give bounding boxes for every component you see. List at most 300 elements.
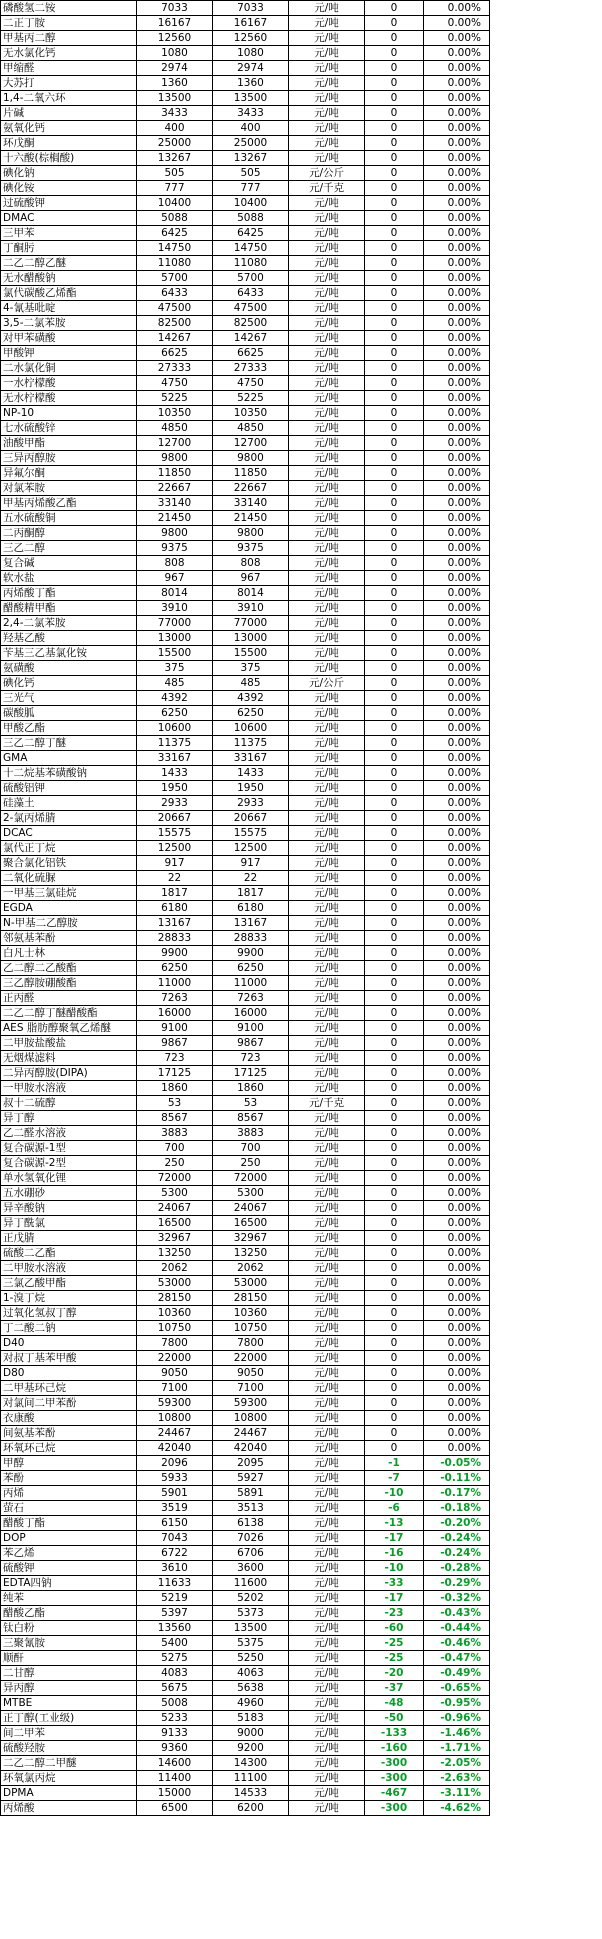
prev-price-cell: 53000 <box>137 1276 213 1291</box>
unit-cell: 元/吨 <box>289 571 365 586</box>
product-name-cell: 环氧环己烷 <box>1 1441 137 1456</box>
prev-price-cell: 3519 <box>137 1501 213 1516</box>
change-percent-cell: 0.00% <box>424 1291 490 1306</box>
curr-price-cell: 6250 <box>213 706 289 721</box>
product-name-cell: EDTA四钠 <box>1 1576 137 1591</box>
unit-cell: 元/吨 <box>289 1126 365 1141</box>
curr-price-cell: 33140 <box>213 496 289 511</box>
unit-cell: 元/吨 <box>289 886 365 901</box>
unit-cell: 元/吨 <box>289 991 365 1006</box>
prev-price-cell: 967 <box>137 571 213 586</box>
prev-price-cell: 28150 <box>137 1291 213 1306</box>
curr-price-cell: 5225 <box>213 391 289 406</box>
change-value-cell: -300 <box>365 1771 424 1786</box>
product-name-cell: 丁酮肟 <box>1 241 137 256</box>
unit-cell: 元/吨 <box>289 1396 365 1411</box>
change-percent-cell: 0.00% <box>424 991 490 1006</box>
change-value-cell: 0 <box>365 826 424 841</box>
curr-price-cell: 33167 <box>213 751 289 766</box>
product-name-cell: 二乙二醇二甲醚 <box>1 1756 137 1771</box>
table-row <box>1 871 490 886</box>
unit-cell: 元/吨 <box>289 61 365 76</box>
prev-price-cell: 28833 <box>137 931 213 946</box>
change-percent-cell: 0.00% <box>424 1381 490 1396</box>
curr-price-cell: 4960 <box>213 1696 289 1711</box>
unit-cell: 元/吨 <box>289 1591 365 1606</box>
change-percent-cell: 0.00% <box>424 1036 490 1051</box>
curr-price-cell: 7033 <box>213 1 289 16</box>
table-row <box>1 991 490 1006</box>
product-name-cell: 三乙醇胺硼酸酯 <box>1 976 137 991</box>
change-value-cell: 0 <box>365 106 424 121</box>
prev-price-cell: 4750 <box>137 376 213 391</box>
table-row <box>1 556 490 571</box>
change-percent-cell: 0.00% <box>424 1306 490 1321</box>
prev-price-cell: 1950 <box>137 781 213 796</box>
change-percent-cell: 0.00% <box>424 826 490 841</box>
table-row <box>1 781 490 796</box>
table-row <box>1 1471 490 1486</box>
unit-cell: 元/吨 <box>289 901 365 916</box>
change-value-cell: 0 <box>365 316 424 331</box>
change-value-cell: 0 <box>365 811 424 826</box>
product-name-cell: 对氯苯胺 <box>1 481 137 496</box>
product-name-cell: 异丙醇 <box>1 1681 137 1696</box>
change-percent-cell: 0.00% <box>424 616 490 631</box>
product-name-cell: 硫酸钾 <box>1 1561 137 1576</box>
unit-cell: 元/吨 <box>289 1381 365 1396</box>
prev-price-cell: 11400 <box>137 1771 213 1786</box>
product-name-cell: 正丁醇(工业级) <box>1 1711 137 1726</box>
change-value-cell: 0 <box>365 991 424 1006</box>
curr-price-cell: 27333 <box>213 361 289 376</box>
prev-price-cell: 10600 <box>137 721 213 736</box>
prev-price-cell: 53 <box>137 1096 213 1111</box>
prev-price-cell: 505 <box>137 166 213 181</box>
prev-price-cell: 5008 <box>137 1696 213 1711</box>
prev-price-cell: 11080 <box>137 256 213 271</box>
change-value-cell: 0 <box>365 331 424 346</box>
change-value-cell: 0 <box>365 676 424 691</box>
curr-price-cell: 42040 <box>213 1441 289 1456</box>
curr-price-cell: 6200 <box>213 1801 289 1816</box>
change-value-cell: -10 <box>365 1561 424 1576</box>
change-percent-cell: -2.63% <box>424 1771 490 1786</box>
unit-cell: 元/吨 <box>289 1351 365 1366</box>
prev-price-cell: 12700 <box>137 436 213 451</box>
prev-price-cell: 808 <box>137 556 213 571</box>
table-row <box>1 436 490 451</box>
change-value-cell: 0 <box>365 241 424 256</box>
table-row <box>1 1186 490 1201</box>
table-row <box>1 1786 490 1801</box>
product-name-cell: 醋酸精甲酯 <box>1 601 137 616</box>
unit-cell: 元/吨 <box>289 1606 365 1621</box>
prev-price-cell: 3610 <box>137 1561 213 1576</box>
curr-price-cell: 12500 <box>213 841 289 856</box>
table-row <box>1 691 490 706</box>
product-name-cell: 1-溴丁烷 <box>1 1291 137 1306</box>
change-percent-cell: 0.00% <box>424 781 490 796</box>
curr-price-cell: 32967 <box>213 1231 289 1246</box>
unit-cell: 元/吨 <box>289 1741 365 1756</box>
table-row <box>1 1276 490 1291</box>
curr-price-cell: 4063 <box>213 1666 289 1681</box>
curr-price-cell: 6180 <box>213 901 289 916</box>
unit-cell: 元/吨 <box>289 1666 365 1681</box>
curr-price-cell: 6625 <box>213 346 289 361</box>
change-value-cell: -17 <box>365 1591 424 1606</box>
prev-price-cell: 3883 <box>137 1126 213 1141</box>
change-value-cell: 0 <box>365 1216 424 1231</box>
change-value-cell: 0 <box>365 931 424 946</box>
change-value-cell: -17 <box>365 1531 424 1546</box>
unit-cell: 元/吨 <box>289 286 365 301</box>
change-percent-cell: 0.00% <box>424 586 490 601</box>
curr-price-cell: 2974 <box>213 61 289 76</box>
change-value-cell: 0 <box>365 736 424 751</box>
change-value-cell: 0 <box>365 886 424 901</box>
table-row <box>1 916 490 931</box>
product-name-cell: 复合碳源-2型 <box>1 1156 137 1171</box>
unit-cell: 元/吨 <box>289 346 365 361</box>
table-row <box>1 136 490 151</box>
product-name-cell: 一甲基三氯硅烷 <box>1 886 137 901</box>
change-percent-cell: 0.00% <box>424 646 490 661</box>
change-percent-cell: 0.00% <box>424 1441 490 1456</box>
table-row <box>1 466 490 481</box>
table-row <box>1 1231 490 1246</box>
product-name-cell: D40 <box>1 1336 137 1351</box>
table-row <box>1 931 490 946</box>
change-value-cell: 0 <box>365 661 424 676</box>
unit-cell: 元/吨 <box>289 1156 365 1171</box>
table-row <box>1 736 490 751</box>
table-row <box>1 1591 490 1606</box>
prev-price-cell: 32967 <box>137 1231 213 1246</box>
product-name-cell: 十二烷基苯磺酸钠 <box>1 766 137 781</box>
table-row <box>1 676 490 691</box>
table-row <box>1 361 490 376</box>
change-percent-cell: 0.00% <box>424 241 490 256</box>
change-percent-cell: 0.00% <box>424 1231 490 1246</box>
curr-price-cell: 967 <box>213 571 289 586</box>
change-percent-cell: 0.00% <box>424 1 490 16</box>
unit-cell: 元/吨 <box>289 781 365 796</box>
product-name-cell: 正戊腈 <box>1 1231 137 1246</box>
unit-cell: 元/吨 <box>289 376 365 391</box>
change-value-cell: 0 <box>365 601 424 616</box>
unit-cell: 元/吨 <box>289 1246 365 1261</box>
curr-price-cell: 400 <box>213 121 289 136</box>
change-value-cell: 0 <box>365 766 424 781</box>
change-percent-cell: 0.00% <box>424 1066 490 1081</box>
prev-price-cell: 4083 <box>137 1666 213 1681</box>
curr-price-cell: 5202 <box>213 1591 289 1606</box>
prev-price-cell: 5088 <box>137 211 213 226</box>
product-name-cell: 复合碳源-1型 <box>1 1141 137 1156</box>
unit-cell: 元/吨 <box>289 511 365 526</box>
unit-cell: 元/吨 <box>289 151 365 166</box>
unit-cell: 元/吨 <box>289 301 365 316</box>
unit-cell: 元/吨 <box>289 931 365 946</box>
change-value-cell: 0 <box>365 226 424 241</box>
change-percent-cell: 0.00% <box>424 1411 490 1426</box>
prev-price-cell: 6150 <box>137 1516 213 1531</box>
product-name-cell: 对氯间二甲苯酚 <box>1 1396 137 1411</box>
change-value-cell: -50 <box>365 1711 424 1726</box>
curr-price-cell: 5183 <box>213 1711 289 1726</box>
table-row <box>1 196 490 211</box>
change-value-cell: 0 <box>365 1291 424 1306</box>
change-value-cell: 0 <box>365 796 424 811</box>
change-percent-cell: 0.00% <box>424 736 490 751</box>
unit-cell: 元/吨 <box>289 631 365 646</box>
change-percent-cell: 0.00% <box>424 1246 490 1261</box>
product-name-cell: 五水硼砂 <box>1 1186 137 1201</box>
prev-price-cell: 723 <box>137 1051 213 1066</box>
unit-cell: 元/吨 <box>289 436 365 451</box>
change-value-cell: -20 <box>365 1666 424 1681</box>
prev-price-cell: 2974 <box>137 61 213 76</box>
change-percent-cell: 0.00% <box>424 811 490 826</box>
change-percent-cell: 0.00% <box>424 1111 490 1126</box>
change-value-cell: 0 <box>365 1051 424 1066</box>
change-value-cell: -33 <box>365 1576 424 1591</box>
unit-cell: 元/千克 <box>289 181 365 196</box>
change-value-cell: -300 <box>365 1756 424 1771</box>
change-value-cell: 0 <box>365 586 424 601</box>
change-percent-cell: 0.00% <box>424 931 490 946</box>
unit-cell: 元/吨 <box>289 1306 365 1321</box>
product-name-cell: 二水氯化铜 <box>1 361 137 376</box>
curr-price-cell: 2933 <box>213 796 289 811</box>
prev-price-cell: 5933 <box>137 1471 213 1486</box>
change-percent-cell: 0.00% <box>424 526 490 541</box>
curr-price-cell: 28833 <box>213 931 289 946</box>
change-value-cell: 0 <box>365 496 424 511</box>
unit-cell: 元/吨 <box>289 406 365 421</box>
change-value-cell: 0 <box>365 751 424 766</box>
table-row <box>1 1546 490 1561</box>
unit-cell: 元/吨 <box>289 556 365 571</box>
table-row <box>1 1636 490 1651</box>
product-name-cell: 2-氯丙烯腈 <box>1 811 137 826</box>
curr-price-cell: 22000 <box>213 1351 289 1366</box>
change-percent-cell: 0.00% <box>424 571 490 586</box>
product-name-cell: 苯酚 <box>1 1471 137 1486</box>
change-value-cell: 0 <box>365 1111 424 1126</box>
change-value-cell: 0 <box>365 1141 424 1156</box>
product-name-cell: 二甘醇 <box>1 1666 137 1681</box>
prev-price-cell: 16500 <box>137 1216 213 1231</box>
product-name-cell: 正丙醛 <box>1 991 137 1006</box>
change-percent-cell: 0.00% <box>424 601 490 616</box>
change-percent-cell: 0.00% <box>424 1336 490 1351</box>
unit-cell: 元/吨 <box>289 1201 365 1216</box>
unit-cell: 元/吨 <box>289 1501 365 1516</box>
table-row <box>1 1456 490 1471</box>
unit-cell: 元/吨 <box>289 1711 365 1726</box>
unit-cell: 元/吨 <box>289 331 365 346</box>
product-name-cell: 顺酐 <box>1 1651 137 1666</box>
prev-price-cell: 8014 <box>137 586 213 601</box>
curr-price-cell: 7263 <box>213 991 289 1006</box>
prev-price-cell: 375 <box>137 661 213 676</box>
curr-price-cell: 5373 <box>213 1606 289 1621</box>
product-name-cell: 三异丙醇胺 <box>1 451 137 466</box>
product-name-cell: 二异丙醇胺(DIPA) <box>1 1066 137 1081</box>
table-row <box>1 91 490 106</box>
prev-price-cell: 5675 <box>137 1681 213 1696</box>
prev-price-cell: 6425 <box>137 226 213 241</box>
curr-price-cell: 808 <box>213 556 289 571</box>
change-value-cell: 0 <box>365 946 424 961</box>
unit-cell: 元/吨 <box>289 211 365 226</box>
change-value-cell: 0 <box>365 706 424 721</box>
table-row <box>1 1126 490 1141</box>
change-percent-cell: 0.00% <box>424 151 490 166</box>
unit-cell: 元/吨 <box>289 1441 365 1456</box>
table-row <box>1 1531 490 1546</box>
product-name-cell: 十六酸(棕榈酸) <box>1 151 137 166</box>
table-row <box>1 1486 490 1501</box>
curr-price-cell: 13167 <box>213 916 289 931</box>
change-value-cell: 0 <box>365 286 424 301</box>
curr-price-cell: 11850 <box>213 466 289 481</box>
product-name-cell: DCAC <box>1 826 137 841</box>
change-percent-cell: -0.05% <box>424 1456 490 1471</box>
curr-price-cell: 17125 <box>213 1066 289 1081</box>
change-value-cell: -25 <box>365 1636 424 1651</box>
change-value-cell: 0 <box>365 1 424 16</box>
unit-cell: 元/吨 <box>289 796 365 811</box>
curr-price-cell: 917 <box>213 856 289 871</box>
unit-cell: 元/吨 <box>289 1681 365 1696</box>
product-name-cell: 苄基三乙基氯化铵 <box>1 646 137 661</box>
prev-price-cell: 12500 <box>137 841 213 856</box>
unit-cell: 元/吨 <box>289 226 365 241</box>
product-name-cell: 醋酸丁酯 <box>1 1516 137 1531</box>
change-percent-cell: 0.00% <box>424 1261 490 1276</box>
curr-price-cell: 16000 <box>213 1006 289 1021</box>
unit-cell: 元/吨 <box>289 481 365 496</box>
change-percent-cell: -0.95% <box>424 1696 490 1711</box>
prev-price-cell: 27333 <box>137 361 213 376</box>
change-percent-cell: 0.00% <box>424 691 490 706</box>
change-percent-cell: 0.00% <box>424 1126 490 1141</box>
change-value-cell: 0 <box>365 1156 424 1171</box>
change-percent-cell: 0.00% <box>424 1051 490 1066</box>
product-name-cell: 3,5-二氯苯胺 <box>1 316 137 331</box>
unit-cell: 元/吨 <box>289 76 365 91</box>
table-row <box>1 346 490 361</box>
prev-price-cell: 6625 <box>137 346 213 361</box>
table-row <box>1 826 490 841</box>
change-value-cell: 0 <box>365 1186 424 1201</box>
change-percent-cell: -0.24% <box>424 1546 490 1561</box>
table-row <box>1 1561 490 1576</box>
change-percent-cell: -0.11% <box>424 1471 490 1486</box>
prev-price-cell: 7100 <box>137 1381 213 1396</box>
prev-price-cell: 5397 <box>137 1606 213 1621</box>
table-row <box>1 1171 490 1186</box>
change-value-cell: -60 <box>365 1621 424 1636</box>
curr-price-cell: 13500 <box>213 1621 289 1636</box>
prev-price-cell: 21450 <box>137 511 213 526</box>
change-value-cell: 0 <box>365 1126 424 1141</box>
unit-cell: 元/吨 <box>289 256 365 271</box>
curr-price-cell: 11080 <box>213 256 289 271</box>
prev-price-cell: 9375 <box>137 541 213 556</box>
product-name-cell: AES 脂肪醇聚氧乙烯醚 <box>1 1021 137 1036</box>
unit-cell: 元/公斤 <box>289 676 365 691</box>
product-name-cell: 4-氰基吡啶 <box>1 301 137 316</box>
curr-price-cell: 10750 <box>213 1321 289 1336</box>
prev-price-cell: 9800 <box>137 451 213 466</box>
unit-cell: 元/吨 <box>289 451 365 466</box>
table-row <box>1 1006 490 1021</box>
product-name-cell: 间氨基苯酚 <box>1 1426 137 1441</box>
table-row <box>1 496 490 511</box>
table-row <box>1 1321 490 1336</box>
change-value-cell: -48 <box>365 1696 424 1711</box>
change-percent-cell: 0.00% <box>424 31 490 46</box>
curr-price-cell: 14533 <box>213 1786 289 1801</box>
curr-price-cell: 9375 <box>213 541 289 556</box>
change-value-cell: 0 <box>365 691 424 706</box>
table-row <box>1 1021 490 1036</box>
table-row <box>1 1756 490 1771</box>
unit-cell: 元/吨 <box>289 1036 365 1051</box>
change-percent-cell: -0.43% <box>424 1606 490 1621</box>
prev-price-cell: 10350 <box>137 406 213 421</box>
change-value-cell: 0 <box>365 916 424 931</box>
change-percent-cell: 0.00% <box>424 1216 490 1231</box>
product-name-cell: 硫酸铝钾 <box>1 781 137 796</box>
product-name-cell: 羟基乙酸 <box>1 631 137 646</box>
curr-price-cell: 77000 <box>213 616 289 631</box>
change-value-cell: 0 <box>365 556 424 571</box>
product-name-cell: 叔十二硫醇 <box>1 1096 137 1111</box>
curr-price-cell: 13500 <box>213 91 289 106</box>
change-percent-cell: 0.00% <box>424 301 490 316</box>
unit-cell: 元/吨 <box>289 421 365 436</box>
prev-price-cell: 7800 <box>137 1336 213 1351</box>
curr-price-cell: 15575 <box>213 826 289 841</box>
change-value-cell: 0 <box>365 1021 424 1036</box>
table-row <box>1 1291 490 1306</box>
product-name-cell: 二甲胺水溶液 <box>1 1261 137 1276</box>
prev-price-cell: 11375 <box>137 736 213 751</box>
curr-price-cell: 1950 <box>213 781 289 796</box>
table-row <box>1 1576 490 1591</box>
unit-cell: 元/吨 <box>289 1801 365 1816</box>
product-name-cell: 萤石 <box>1 1501 137 1516</box>
product-name-cell: 白凡士林 <box>1 946 137 961</box>
change-percent-cell: -2.05% <box>424 1756 490 1771</box>
change-value-cell: 0 <box>365 121 424 136</box>
prev-price-cell: 5219 <box>137 1591 213 1606</box>
change-value-cell: -160 <box>365 1741 424 1756</box>
product-name-cell: 单水氢氧化锂 <box>1 1171 137 1186</box>
change-percent-cell: 0.00% <box>424 61 490 76</box>
curr-price-cell: 6425 <box>213 226 289 241</box>
product-name-cell: 环氧氯丙烷 <box>1 1771 137 1786</box>
table-row <box>1 1111 490 1126</box>
curr-price-cell: 14750 <box>213 241 289 256</box>
product-name-cell: 丁二酸二钠 <box>1 1321 137 1336</box>
